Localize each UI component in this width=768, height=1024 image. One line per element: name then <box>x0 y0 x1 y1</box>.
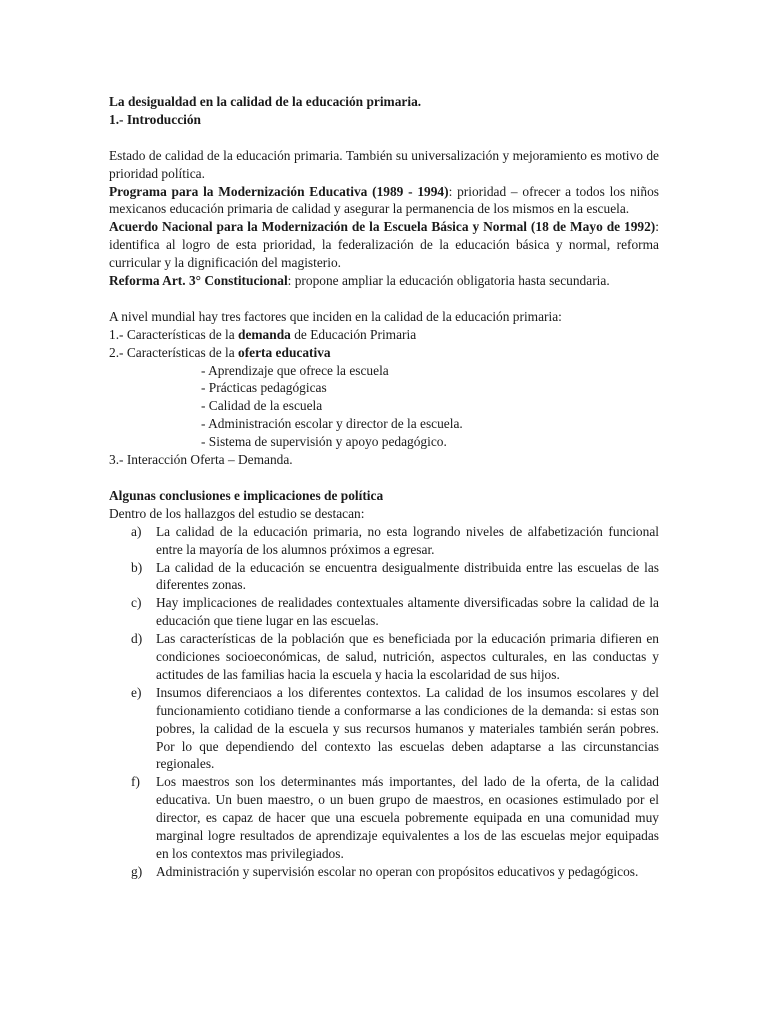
spacer <box>109 129 659 147</box>
list-marker: b) <box>131 559 143 575</box>
list-item <box>109 630 659 684</box>
conclusiones-intro: Dentro de los hallazgos del estudio se destacan: <box>109 505 365 521</box>
oferta-item: - Administración escolar y director de la escuela. <box>201 416 463 432</box>
spacer <box>109 290 659 308</box>
document-body <box>109 93 659 881</box>
list-item-text: Los maestros son los determinantes más importantes, del lado de la oferta, de la calidad educativa. Un buen maestro, o un buen grupo de maestros, en ocasiones estimulado por el director, es capaz de hacer que una escuela pobremente equipada en una comunidad muy marginal logre resultados de aprendizaje equivalentes a los de las escuelas mejor equipadas en los contextos mas privilegiados. <box>156 774 659 862</box>
factores-intro: A nivel mundial hay tres factores que inciden en la calidad de la educación primaria: <box>109 308 562 324</box>
list-marker: g) <box>131 863 143 879</box>
list-item <box>109 863 659 881</box>
conclusiones-heading: Algunas conclusiones e implicaciones de política <box>109 487 384 503</box>
acuerdo-paragraph: Acuerdo Nacional para la Modernización de la Escuela Básica y Normal (18 de Mayo de 1992): identifica al logro de esta prioridad, la federalización de la educación básica y normal, reforma curricular y la dignificación del magisterio. <box>109 219 659 271</box>
factor-oferta: 2.- Características de la oferta educativa <box>109 344 331 360</box>
list-item-text: Insumos diferenciaos a los diferentes contextos. La calidad de los insumos escolares y del funcionamiento cotidiano tiende a conformarse a las condiciones de la demanda: si estas son pobres, la calidad de la escuela y sus recursos humanos y materiales también serán pobres. Por lo que dependiendo del contexto las escuelas deben adaptarse a las circunstancias regionales. <box>156 684 659 772</box>
list-marker: d) <box>131 631 143 647</box>
list-item-text: La calidad de la educación primaria, no esta logrando niveles de alfabetización funcional entre la mayoría de los alumnos próximos a egresar. <box>156 523 659 557</box>
factor-interaccion: 3.- Interacción Oferta – Demanda. <box>109 452 293 468</box>
list-item-text: La calidad de la educación se encuentra desigualmente distribuida entre las escuelas de las diferentes zonas. <box>156 559 659 593</box>
list-marker: e) <box>131 684 142 700</box>
list-item <box>109 559 659 595</box>
oferta-item: - Aprendizaje que ofrece la escuela <box>201 362 389 378</box>
list-marker: a) <box>131 523 142 539</box>
conclusiones-list <box>109 523 659 881</box>
list-item <box>109 684 659 774</box>
document-title: La desigualdad en la calidad de la educación primaria. <box>109 94 422 109</box>
intro-paragraph: Estado de calidad de la educación primaria. También su universalización y mejoramiento es motivo de prioridad política. <box>109 147 659 181</box>
list-item <box>109 523 659 559</box>
oferta-item: - Calidad de la escuela <box>201 398 323 414</box>
list-marker: f) <box>131 774 140 790</box>
spacer <box>109 469 659 487</box>
list-item-text: Administración y supervisión escolar no operan con propósitos educativos y pedagógicos. <box>156 863 639 879</box>
list-item <box>109 773 659 863</box>
list-item-text: Las características de la población que es beneficiada por la educación primaria difieren en condiciones socioeconómicas, de salud, nutrición, aspectos culturales, en las conductas y actitudes de las familias hacia la escuela y hacia la escolaridad de sus hijos. <box>156 631 659 682</box>
oferta-item: - Prácticas pedagógicas <box>201 380 327 396</box>
section-heading-introduccion: 1.- Introducción <box>109 111 202 127</box>
list-item <box>109 594 659 630</box>
reforma-paragraph: Reforma Art. 3° Constitucional: propone ampliar la educación obligatoria hasta secundaria. <box>109 273 610 289</box>
programa-paragraph: Programa para la Modernización Educativa (1989 - 1994): prioridad – ofrecer a todos los niños mexicanos educación primaria de calidad y asegurar la permanencia de los mismos en la escuela. <box>109 183 659 217</box>
list-item-text: Hay implicaciones de realidades contextuales altamente diversificadas sobre la calidad de la educación que tiene lugar en las escuelas. <box>156 595 659 629</box>
factor-demanda: 1.- Características de la demanda de Educación Primaria <box>109 326 417 342</box>
oferta-item: - Sistema de supervisión y apoyo pedagógico. <box>201 434 447 450</box>
list-marker: c) <box>131 595 142 611</box>
